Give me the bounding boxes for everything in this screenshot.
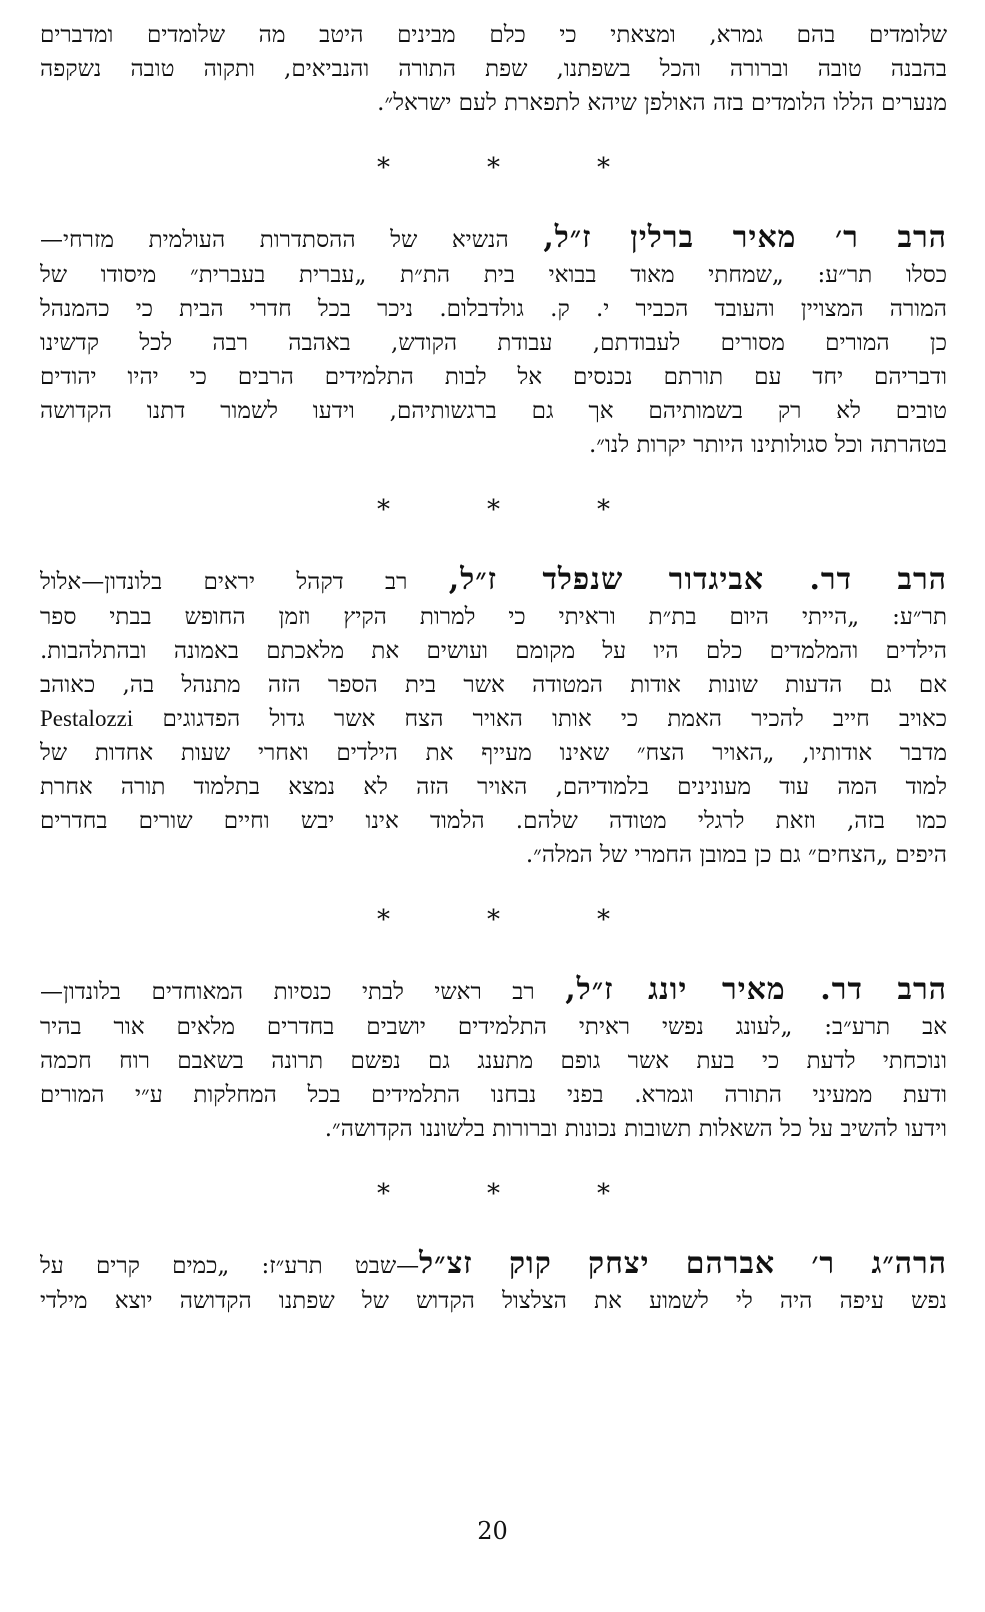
- testimonial-kook: [40, 1244, 947, 1318]
- asterisk: *: [377, 1179, 390, 1209]
- asterisk: *: [487, 905, 500, 935]
- author-date: —שבט תרע״ז: „כמים קרים על: [40, 1253, 420, 1279]
- asterisk: *: [487, 153, 500, 183]
- latin-name: Pestalozzi: [40, 706, 134, 731]
- text-line: למוד המה עוד מעונינים בלמודיהם, האויר הזה לא נמצא בתלמוד תורה אחרת: [40, 774, 947, 800]
- line-text: כאויב חייב להכיר האמת כי אותו האויר הצח אשר גדול הפדגוגים: [162, 706, 947, 732]
- asterisk: *: [597, 153, 610, 183]
- author-title: רב דקהל יראים בלונדון—אלול: [40, 569, 408, 595]
- asterisk: *: [377, 153, 390, 183]
- asterisk: *: [377, 905, 390, 935]
- text-line: ונוכחתי לדעת כי בעת אשר גופם מתענג גם נפשם תרונה בשאבם רוח חכמה: [40, 1048, 947, 1074]
- heading-line: [40, 970, 947, 1010]
- text-line: הילדים והמלמדים כלם היו על מקומם ועושים את מלאכתם באמונה ובהתלהבות.: [40, 638, 947, 664]
- author-title: הנשיא של ההסתדרות העולמית מזרחי—: [40, 227, 509, 253]
- asterisk: *: [597, 1179, 610, 1209]
- asterisk: *: [487, 1179, 500, 1209]
- heading-line: [40, 560, 947, 600]
- section-separator: [40, 900, 947, 940]
- text-line: כסלו תר״ע: „שמחתי מאוד בבואי בית הת״ת „עברית בעברית״ מיסודו של: [40, 262, 947, 288]
- section-separator: [40, 490, 947, 530]
- asterisk: *: [487, 495, 500, 525]
- text-line: מדבר אודותיו, „האויר הצח״ שאינו מעייף את הילדים ואחרי שעות אחדות של: [40, 740, 947, 766]
- section-separator: [40, 148, 947, 188]
- paragraph-continuation: [40, 18, 947, 120]
- text-line: כן המורים מסורים לעבודתם, עבודת הקודש, באהבה רבה לכל קדשינו: [40, 330, 947, 356]
- text-line: שלומדים בהם גמרא, ומצאתי כי כלם מבינים היטב מה שלומדים ומדברים: [40, 22, 947, 48]
- testimonial-jung: [40, 970, 947, 1146]
- page-number: 20: [477, 1517, 508, 1545]
- testimonial-schonfeld: [40, 560, 947, 872]
- text-line: בהבנה טובה וברורה והכל בשפתנו, שפת התורה והנביאים, ותקוה טובה נשקפה: [40, 56, 947, 82]
- text-line: מנערים הללו הלומדים בזה האולפן שיהא לתפארת לעם ישראל״.: [377, 90, 947, 116]
- author-name: הרה״ג ר׳ אברהם יצחק קוק זצ״ל: [419, 1246, 947, 1281]
- text-line: נפש עיפה היה לי לשמוע את הצלצול הקדוש של שפתנו הקדושה יוצא מילדי: [40, 1288, 947, 1314]
- text-line: טובים לא רק בשמותיהם אך גם ברגשותיהם, וידעו לשמור דתנו הקדושה: [40, 398, 947, 424]
- text-line: כמו בזה, וזאת לרגלי מטודה שלהם. הלמוד אינו יבש וחיים שורים בחדרים: [40, 808, 947, 834]
- text-line: המורה המצויין והעובד הכביר י. ק. גולדבלום. ניכר בכל חדרי הבית כי כהמנהל: [40, 296, 947, 322]
- text-line: אב תרע״ב: „לעונג נפשי ראיתי התלמידים יושבים בחדרים מלאים אור בהיר: [40, 1014, 947, 1040]
- heading-line: [40, 1244, 947, 1284]
- asterisk: *: [377, 495, 390, 525]
- author-name: הרב דר. אביגדור שנפלד ז״ל,: [448, 562, 947, 597]
- text-line: בטהרתה וכל סגולותינו היותר יקרות לנו״.: [588, 432, 947, 458]
- text-line: ודבריהם יחד עם תורתם נכנסים אל לבות התלמידים הרבים כי יהיו יהודים: [40, 364, 947, 390]
- section-separator: [40, 1174, 947, 1214]
- text-line: [40, 702, 947, 736]
- author-name: הרב ר׳ מאיר ברלין ז״ל,: [543, 220, 947, 255]
- text-line: היפים „הצחים״ גם כן במובן החמרי של המלה״.: [525, 842, 947, 868]
- asterisk: *: [597, 905, 610, 935]
- text-line: תר״ע: „הייתי היום בת״ת וראיתי כי למרות הקיץ וזמן החופש בבתי ספר: [40, 604, 947, 630]
- heading-line: [40, 218, 947, 258]
- text-line: וידעו להשיב על כל השאלות תשובות נכונות וברורות בלשוננו הקדושה״.: [324, 1116, 947, 1142]
- author-title: רב ראשי לבתי כנסיות המאוחדים בלונדון—: [40, 979, 535, 1005]
- testimonial-berlin: [40, 218, 947, 462]
- asterisk: *: [597, 495, 610, 525]
- author-name: הרב דר. מאיר יונג ז״ל,: [565, 972, 947, 1007]
- text-line: אם גם הדעות שונות אודות המטודה אשר בית הספר הזה מתנהל בה, כאוהב: [40, 672, 947, 698]
- text-line: ודעת ממעיני התורה וגמרא. בפני נבחנו התלמידים בכל המחלקות ע״י המורים: [40, 1082, 947, 1108]
